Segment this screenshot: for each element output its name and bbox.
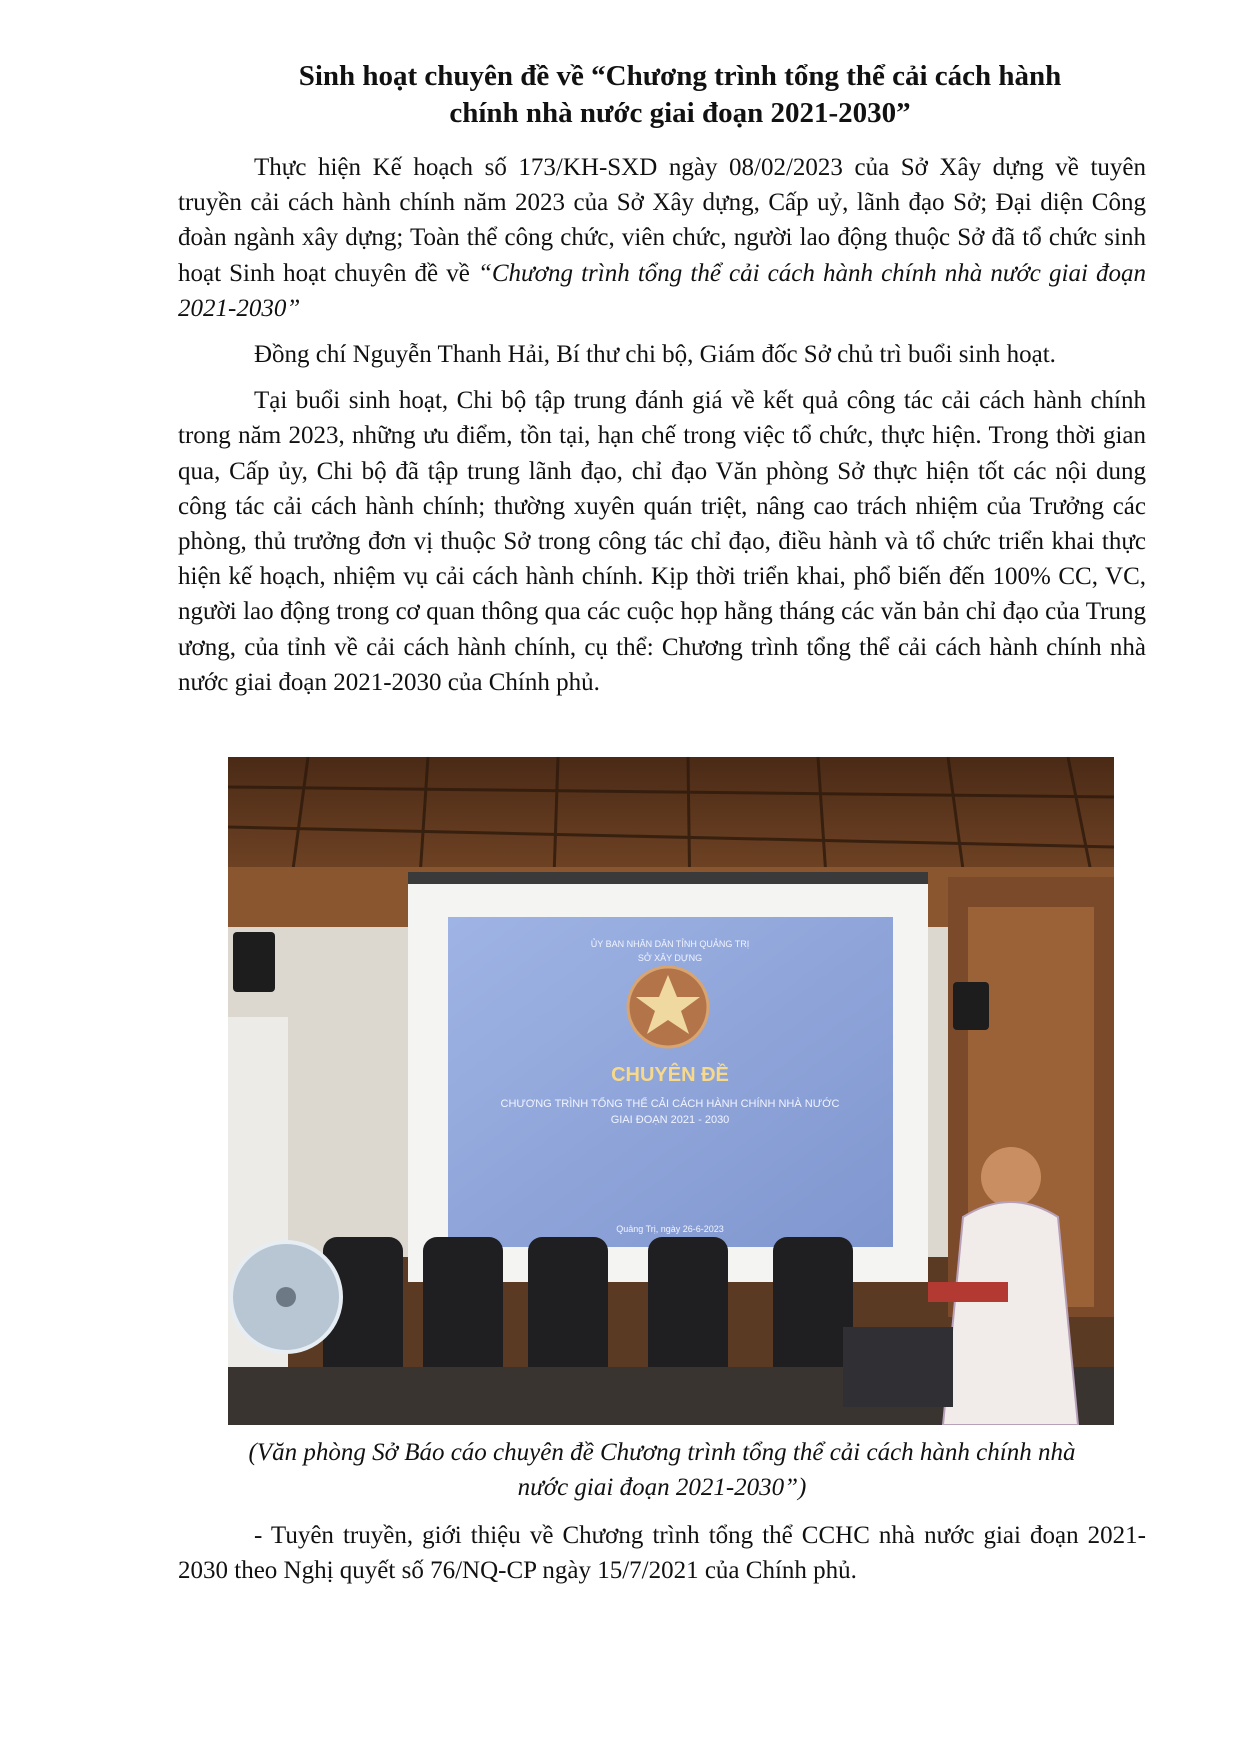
bullet-list [178,1518,1146,1588]
caption-line-2: nước giai đoạn 2021-2030”) [517,1474,807,1501]
slide-org-line-2: SỞ XÂY DỰNG [637,953,703,963]
page-title [180,58,1180,132]
slide-place-date: Quảng Trị, ngày 26-6-2023 [616,1224,724,1234]
document-body [178,150,1146,711]
slide-org-line-1: ỦY BAN NHÂN DÂN TỈNH QUẢNG TRỊ [590,939,750,949]
presenter-head [981,1147,1041,1207]
slide-heading: CHUYÊN ĐỀ [611,1064,729,1086]
meeting-photo [228,757,1114,1425]
paragraph-1-text: Thực hiện Kế hoạch số 173/KH-SXD ngày 08/02/2023 của Sở Xây dựng về tuyên truyền cải cách hành chính năm 2023 của Sở Xây dựng, Cấp uỷ, lãnh đạo Sở; Đại diện Công đoàn ngành xây dựng; Toàn thể công chức, viên chức, người lao động thuộc Sở đã tổ chức sinh hoạt Sinh hoạt chuyên đề về [178,154,1146,287]
slide-subtitle-line-1: CHƯƠNG TRÌNH TỔNG THỂ CẢI CÁCH HÀNH CHÍNH NHÀ NƯỚC [500,1098,840,1110]
title-line-1: Sinh hoạt chuyên đề về “Chương trình tổng thể cải cách hành [298,60,1062,92]
paragraph-1 [178,150,1146,326]
slide-subtitle-line-2: GIAI ĐOẠN 2021 - 2030 [610,1114,730,1126]
right-speaker [953,982,989,1030]
laptop [843,1327,953,1407]
paragraph-1-italic: “Chương trình tổng thể cải cách hành chính nhà nước giai đoạn 2021-2030” [178,259,1147,322]
bullet-item-1: - Tuyên truyền, giới thiệu về Chương trình tổng thể CCHC nhà nước giai đoạn 2021-2030 theo Nghị quyết số 76/NQ-CP ngày 15/7/2021 của Chính phủ. [178,1522,1146,1585]
photo-caption [178,1435,1146,1505]
paragraph-2: Đồng chí Nguyễn Thanh Hải, Bí thư chi bộ, Giám đốc Sở chủ trì buổi sinh hoạt. [254,341,1056,369]
caption-line-1: (Văn phòng Sở Báo cáo chuyên đề Chương trình tổng thể cải cách hành chính nhà [248,1439,1076,1466]
chairs [323,1237,853,1387]
left-speaker [233,932,275,992]
air-conditioner [228,1017,288,1425]
meeting-photo-illustration [228,757,1114,1425]
document-folder [928,1282,1008,1302]
title-line-2: chính nhà nước giai đoạn 2021-2030” [449,97,911,129]
presenter-body [943,1202,1078,1425]
paragraph-3: Tại buổi sinh hoạt, Chi bộ tập trung đánh giá về kết quả công tác cải cách hành chính trong năm 2023, những ưu điểm, tồn tại, hạn chế trong việc tổ chức, thực hiện. Trong thời gian qua, Cấp ủy, Chi bộ đã tập trung lãnh đạo, chỉ đạo Văn phòng Sở thực hiện tốt các nội dung công tác cải cách hành chính; thường xuyên quán triệt, nâng cao trách nhiệm của Trưởng các phòng, thủ trưởng đơn vị thuộc Sở trong công tác chỉ đạo, điều hành và tổ chức triển khai thực hiện kế hoạch, nhiệm vụ cải cách hành chính. Kịp thời triển khai, phổ biến đến 100% CC, VC, người lao động trong cơ quan thông qua các cuộc họp hằng tháng các văn bản chỉ đạo của Trung ương, của tỉnh về cải cách hành chính, cụ thể: Chương trình tổng thể cải cách hành chính nhà nước giai đoạn 2021-2030 của Chính phủ. [178,387,1146,696]
